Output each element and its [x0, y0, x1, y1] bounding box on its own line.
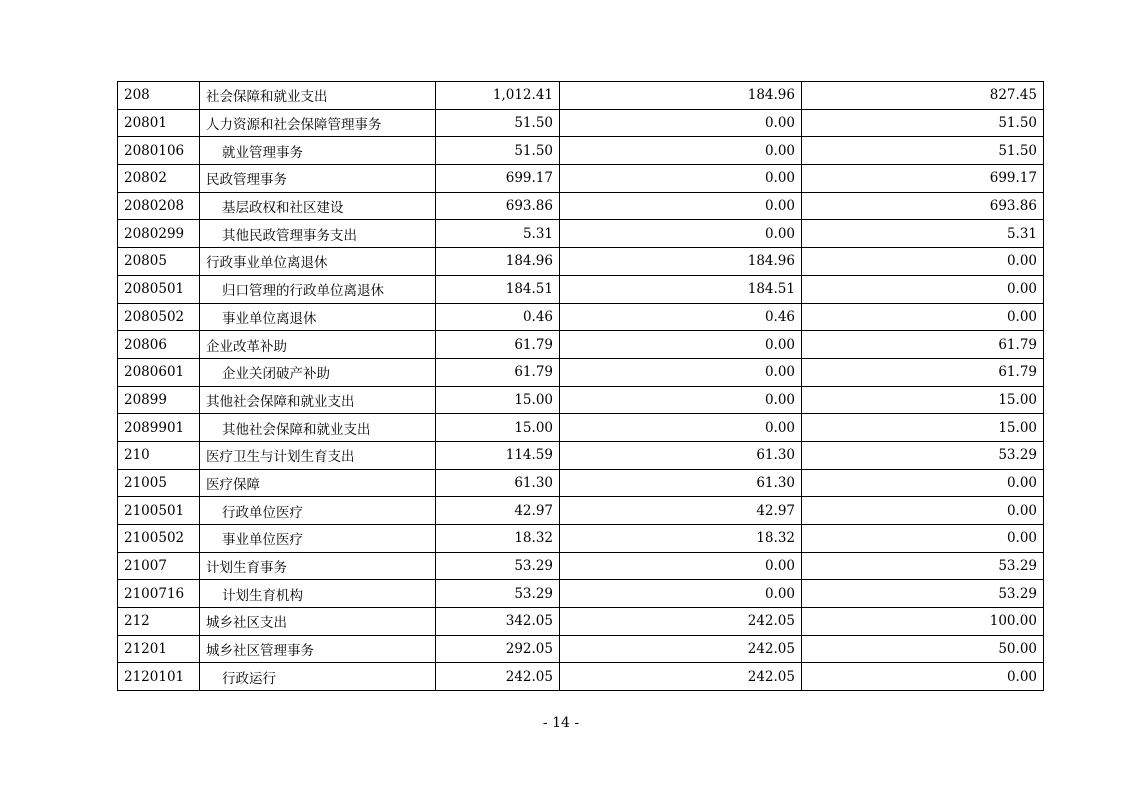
- cell-name: 城乡社区管理事务: [200, 635, 436, 663]
- cell-name: 医疗卫生与计划生育支出: [200, 441, 436, 469]
- cell-basic: 0.00: [560, 386, 802, 414]
- cell-total: 342.05: [436, 608, 560, 636]
- cell-total: 15.00: [436, 414, 560, 442]
- cell-name: 社会保障和就业支出: [200, 82, 436, 110]
- cell-basic: 0.00: [560, 137, 802, 165]
- cell-basic: 0.00: [560, 109, 802, 137]
- cell-code: 210: [118, 441, 200, 469]
- cell-project: 53.29: [802, 441, 1044, 469]
- cell-basic: 61.30: [560, 441, 802, 469]
- cell-basic: 0.46: [560, 303, 802, 331]
- cell-code: 2089901: [118, 414, 200, 442]
- cell-code: 2080601: [118, 358, 200, 386]
- cell-project: 0.00: [802, 248, 1044, 276]
- cell-code: 2080299: [118, 220, 200, 248]
- cell-total: 699.17: [436, 165, 560, 193]
- cell-total: 53.29: [436, 552, 560, 580]
- cell-project: 0.00: [802, 469, 1044, 497]
- cell-name: 其他社会保障和就业支出: [200, 386, 436, 414]
- cell-code: 21007: [118, 552, 200, 580]
- cell-basic: 0.00: [560, 165, 802, 193]
- cell-name: 医疗保障: [200, 469, 436, 497]
- cell-project: 61.79: [802, 358, 1044, 386]
- table-row: [118, 497, 1044, 525]
- table-row: [118, 109, 1044, 137]
- table-row: [118, 469, 1044, 497]
- cell-basic: 184.96: [560, 82, 802, 110]
- cell-total: 42.97: [436, 497, 560, 525]
- cell-total: 18.32: [436, 525, 560, 553]
- cell-project: 61.79: [802, 331, 1044, 359]
- cell-basic: 0.00: [560, 220, 802, 248]
- cell-total: 15.00: [436, 386, 560, 414]
- cell-basic: 0.00: [560, 358, 802, 386]
- cell-total: 1,012.41: [436, 82, 560, 110]
- cell-name: 其他社会保障和就业支出: [200, 414, 436, 442]
- table-row: [118, 580, 1044, 608]
- table-row: [118, 608, 1044, 636]
- cell-name: 其他民政管理事务支出: [200, 220, 436, 248]
- cell-name: 人力资源和社会保障管理事务: [200, 109, 436, 137]
- cell-code: 2120101: [118, 663, 200, 691]
- cell-basic: 0.00: [560, 331, 802, 359]
- cell-name: 行政单位医疗: [200, 497, 436, 525]
- cell-name: 事业单位离退休: [200, 303, 436, 331]
- cell-project: 5.31: [802, 220, 1044, 248]
- cell-basic: 242.05: [560, 608, 802, 636]
- cell-project: 0.00: [802, 525, 1044, 553]
- cell-basic: 184.51: [560, 275, 802, 303]
- cell-code: 2100501: [118, 497, 200, 525]
- table-row: [118, 82, 1044, 110]
- table-row: [118, 441, 1044, 469]
- expenditure-table: [117, 81, 1044, 691]
- cell-total: 53.29: [436, 580, 560, 608]
- table-row: [118, 663, 1044, 691]
- cell-total: 61.30: [436, 469, 560, 497]
- cell-project: 0.00: [802, 497, 1044, 525]
- cell-basic: 0.00: [560, 580, 802, 608]
- cell-total: 61.79: [436, 358, 560, 386]
- cell-total: 61.79: [436, 331, 560, 359]
- cell-total: 0.46: [436, 303, 560, 331]
- cell-name: 就业管理事务: [200, 137, 436, 165]
- table-row: [118, 358, 1044, 386]
- cell-code: 208: [118, 82, 200, 110]
- cell-code: 21005: [118, 469, 200, 497]
- cell-total: 693.86: [436, 192, 560, 220]
- cell-project: 827.45: [802, 82, 1044, 110]
- cell-basic: 42.97: [560, 497, 802, 525]
- cell-project: 693.86: [802, 192, 1044, 220]
- cell-code: 20806: [118, 331, 200, 359]
- cell-project: 699.17: [802, 165, 1044, 193]
- cell-name: 企业关闭破产补助: [200, 358, 436, 386]
- cell-basic: 0.00: [560, 552, 802, 580]
- cell-project: 100.00: [802, 608, 1044, 636]
- cell-code: 2100716: [118, 580, 200, 608]
- cell-total: 184.51: [436, 275, 560, 303]
- cell-total: 5.31: [436, 220, 560, 248]
- table-row: [118, 331, 1044, 359]
- cell-code: 212: [118, 608, 200, 636]
- cell-code: 20805: [118, 248, 200, 276]
- table-row: [118, 275, 1044, 303]
- table-row: [118, 137, 1044, 165]
- cell-name: 行政运行: [200, 663, 436, 691]
- cell-code: 20801: [118, 109, 200, 137]
- cell-code: 20899: [118, 386, 200, 414]
- table-row: [118, 248, 1044, 276]
- cell-basic: 242.05: [560, 635, 802, 663]
- cell-project: 53.29: [802, 580, 1044, 608]
- table-row: [118, 386, 1044, 414]
- cell-total: 51.50: [436, 109, 560, 137]
- cell-total: 184.96: [436, 248, 560, 276]
- cell-basic: 242.05: [560, 663, 802, 691]
- page-number: - 14 -: [542, 715, 580, 731]
- cell-basic: 0.00: [560, 414, 802, 442]
- cell-code: 2080106: [118, 137, 200, 165]
- cell-project: 0.00: [802, 275, 1044, 303]
- cell-total: 292.05: [436, 635, 560, 663]
- cell-code: 2080501: [118, 275, 200, 303]
- cell-name: 基层政权和社区建设: [200, 192, 436, 220]
- cell-basic: 0.00: [560, 192, 802, 220]
- table-row: [118, 165, 1044, 193]
- cell-project: 15.00: [802, 386, 1044, 414]
- cell-project: 53.29: [802, 552, 1044, 580]
- cell-name: 企业改革补助: [200, 331, 436, 359]
- cell-basic: 61.30: [560, 469, 802, 497]
- cell-name: 民政管理事务: [200, 165, 436, 193]
- table-row: [118, 552, 1044, 580]
- cell-project: 50.00: [802, 635, 1044, 663]
- cell-name: 归口管理的行政单位离退休: [200, 275, 436, 303]
- cell-code: 2080502: [118, 303, 200, 331]
- cell-total: 51.50: [436, 137, 560, 165]
- cell-project: 0.00: [802, 303, 1044, 331]
- table-row: [118, 414, 1044, 442]
- table-row: [118, 303, 1044, 331]
- cell-name: 计划生育机构: [200, 580, 436, 608]
- cell-basic: 184.96: [560, 248, 802, 276]
- table-row: [118, 220, 1044, 248]
- table-body: [118, 82, 1044, 691]
- table-row: [118, 192, 1044, 220]
- cell-project: 15.00: [802, 414, 1044, 442]
- cell-total: 114.59: [436, 441, 560, 469]
- cell-name: 行政事业单位离退休: [200, 248, 436, 276]
- cell-name: 计划生育事务: [200, 552, 436, 580]
- cell-name: 事业单位医疗: [200, 525, 436, 553]
- cell-total: 242.05: [436, 663, 560, 691]
- cell-project: 51.50: [802, 109, 1044, 137]
- cell-code: 2080208: [118, 192, 200, 220]
- cell-code: 20802: [118, 165, 200, 193]
- cell-code: 2100502: [118, 525, 200, 553]
- table-row: [118, 635, 1044, 663]
- cell-project: 0.00: [802, 663, 1044, 691]
- cell-code: 21201: [118, 635, 200, 663]
- table-row: [118, 525, 1044, 553]
- cell-basic: 18.32: [560, 525, 802, 553]
- cell-name: 城乡社区支出: [200, 608, 436, 636]
- cell-project: 51.50: [802, 137, 1044, 165]
